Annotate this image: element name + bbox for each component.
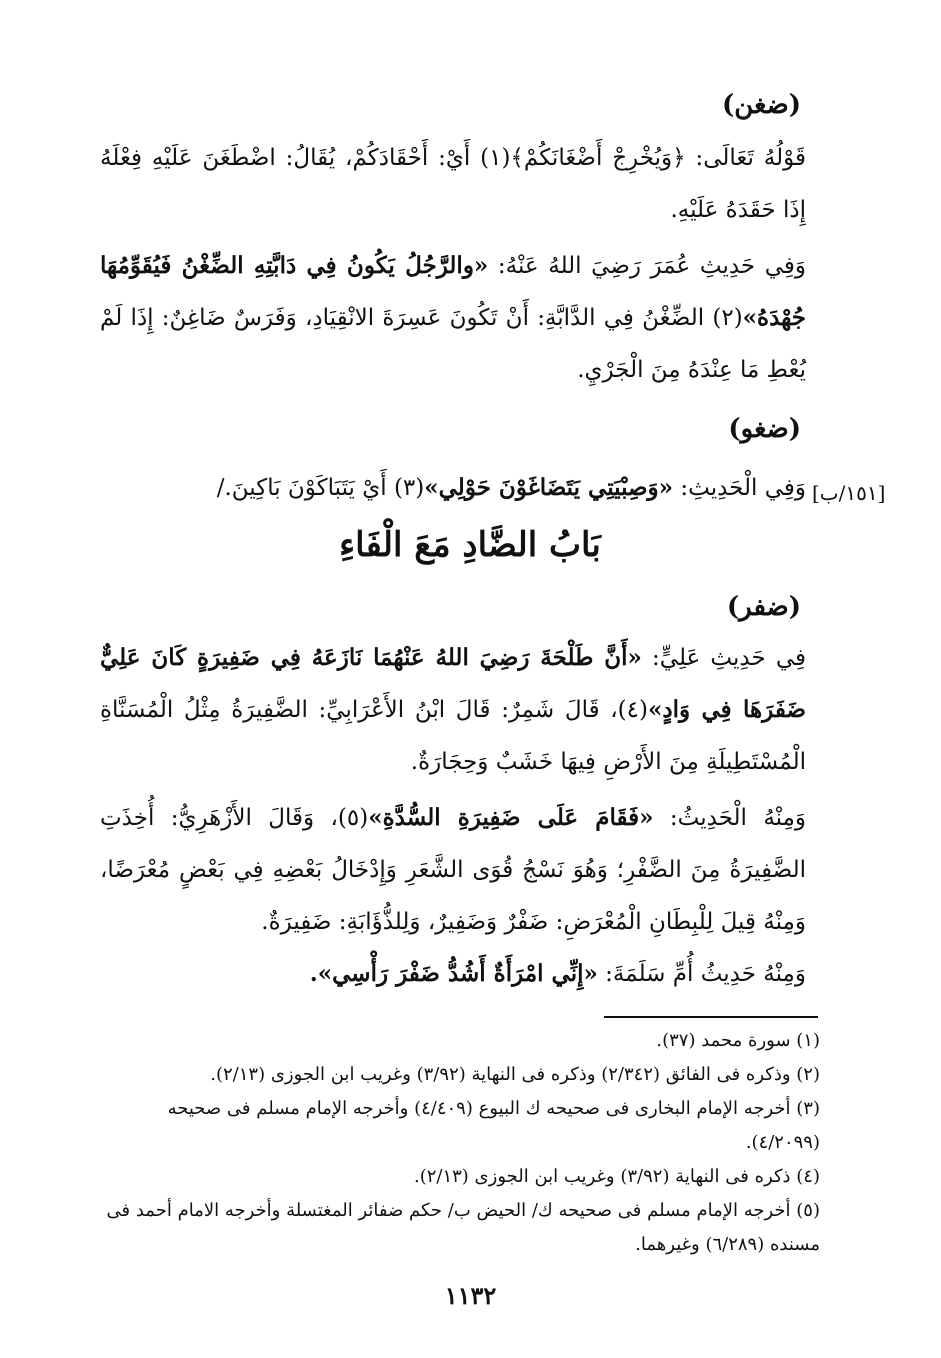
page-number: ١١٣٢ — [444, 1281, 497, 1310]
footnote-3: (٣) أخرجه الإمام البخارى فى صحيحه ك البيوع (٤/٤٠٩) وأخرجه الإمام مسلم فى صحيحه (٤/٢٠٩٩). — [167, 1098, 820, 1153]
paragraph-dighw-1 — [200, 462, 806, 514]
entry-heading-dighn: (ضغن) — [721, 90, 801, 120]
footnote-5: (٥) أخرجه الإمام مسلم فى صحيحه ك/ الحيض ب/ حكم ضفائر المغتسلة وأخرجه الامام أحمد فى مسنده (٦/٢٨٩) وغيرهما. — [106, 1200, 820, 1255]
footnote-2: (٢) وذكره فى الفائق (٢/٣٤٢) وذكره فى النهاية (٣/٩٢) وغريب ابن الجوزى (٢/١٣). — [210, 1064, 820, 1085]
text-run: (٤)، قَالَ شَمِرٌ: قَالَ ابْنُ الأَعْرَابِيِّ: الضَّفِيرَةُ مِثْلُ الْمُسَنَّاةِ الْمُسْتَطِيلَةِ مِنَ الأَرْضِ فِيهَا خَشَبٌ وَحِجَارَةٌ. — [100, 697, 806, 775]
manuscript-folio-marker: [١٥١/ب] — [812, 481, 886, 505]
hadith-quote: «فَقَامَ عَلَى ضَفِيرَةِ السُّدَّةِ» — [368, 804, 654, 831]
hadith-quote: «أَنَّ طَلْحَةَ رَضِيَ اللهُ عَنْهُمَا نَازَعَهُ فِي ضَفِيرَةٍ كَانَ عَلِيٌّ ضَفَرَهَا فِي وَادٍ» — [100, 644, 806, 723]
text-run: (٥)، وَقَالَ الأَزْهَرِيُّ: أُخِذَتِ الضَّفِيرَةُ مِنَ الضَّفْرِ؛ وَهُوَ نَسْجُ قُوَى الشَّعَرِ وَإِدْخَالُ بَعْضِهِ فِي بَعْضٍ مُعْرَضًا، وَمِنْهُ قِيلَ لِلْبِطَانِ الْمُعْرَضِ: ضَفْرٌ وَضَفِيرٌ، وَلِلذُّؤَابَةِ: ضَفِيرَةٌ. — [100, 805, 806, 935]
paragraph-dafr-3 — [100, 948, 806, 1000]
paragraph-dafr-2 — [100, 792, 806, 948]
hadith-quote: «والرَّجُلُ يَكُونُ فِي دَابَّتِهِ الضِّغْنُ فَيُقَوِّمُهَا جُهْدَهُ» — [100, 252, 806, 331]
paragraph-dighn-1: قَوْلُهُ تَعَالَى: ﴿وَيُخْرِجْ أَضْغَانَكُمْ﴾(١) أَيْ: أَحْقَادَكُمْ، يُقَالُ: اضْطَغَنَ عَلَيْهِ فِعْلَهُ إِذَا حَقَدَهُ عَلَيْهِ. — [100, 145, 806, 223]
footnote-1: (١) سورة محمد (٣٧). — [656, 1030, 820, 1051]
text-run: فِي حَدِيثِ عَلِيٍّ: — [641, 645, 806, 671]
paragraph-dafr-1 — [100, 632, 806, 788]
text-run: وَفِي الْحَدِيثِ: — [673, 475, 806, 501]
text-run: وَمِنْهُ الْحَدِيثُ: — [653, 805, 807, 831]
hadith-quote: «إِنِّي امْرَأَةٌ أَشُدُّ ضَفْرَ رَأْسِي». — [309, 960, 598, 987]
entry-heading-dighw: (ضغو) — [728, 414, 801, 444]
text-run: (٣) أَيْ يَتَبَاكَوْنَ بَاكِينَ./ — [216, 475, 425, 501]
chapter-title: بَابُ الضَّادِ مَعَ الْفَاءِ — [339, 525, 601, 565]
footnote-separator — [604, 1016, 818, 1018]
text-run: وَفِي حَدِيثِ عُمَرَ رَضِيَ اللهُ عَنْهُ: — [488, 253, 806, 279]
footnote-4: (٤) ذكره فى النهاية (٣/٩٢) وغريب ابن الجوزى (٢/١٣). — [413, 1166, 820, 1187]
text-run: (٢) الضِّغْنُ فِي الدَّابَّةِ: أَنْ تَكُونَ عَسِرَةَ الانْقِيَادِ، وَفَرَسٌ ضَاغِنٌ: إِذَا لَمْ يُعْطِ مَا عِنْدَهُ مِنَ الْجَرْيِ. — [100, 305, 806, 383]
hadith-quote: «وَصِبْيَتِي يَتَضَاغَوْنَ حَوْلِي» — [424, 474, 674, 501]
text-run: وَمِنْهُ حَدِيثُ أُمِّ سَلَمَةَ: — [597, 961, 806, 987]
paragraph-dighn-2 — [100, 240, 806, 396]
entry-heading-dafr: (ضفر) — [726, 592, 801, 622]
